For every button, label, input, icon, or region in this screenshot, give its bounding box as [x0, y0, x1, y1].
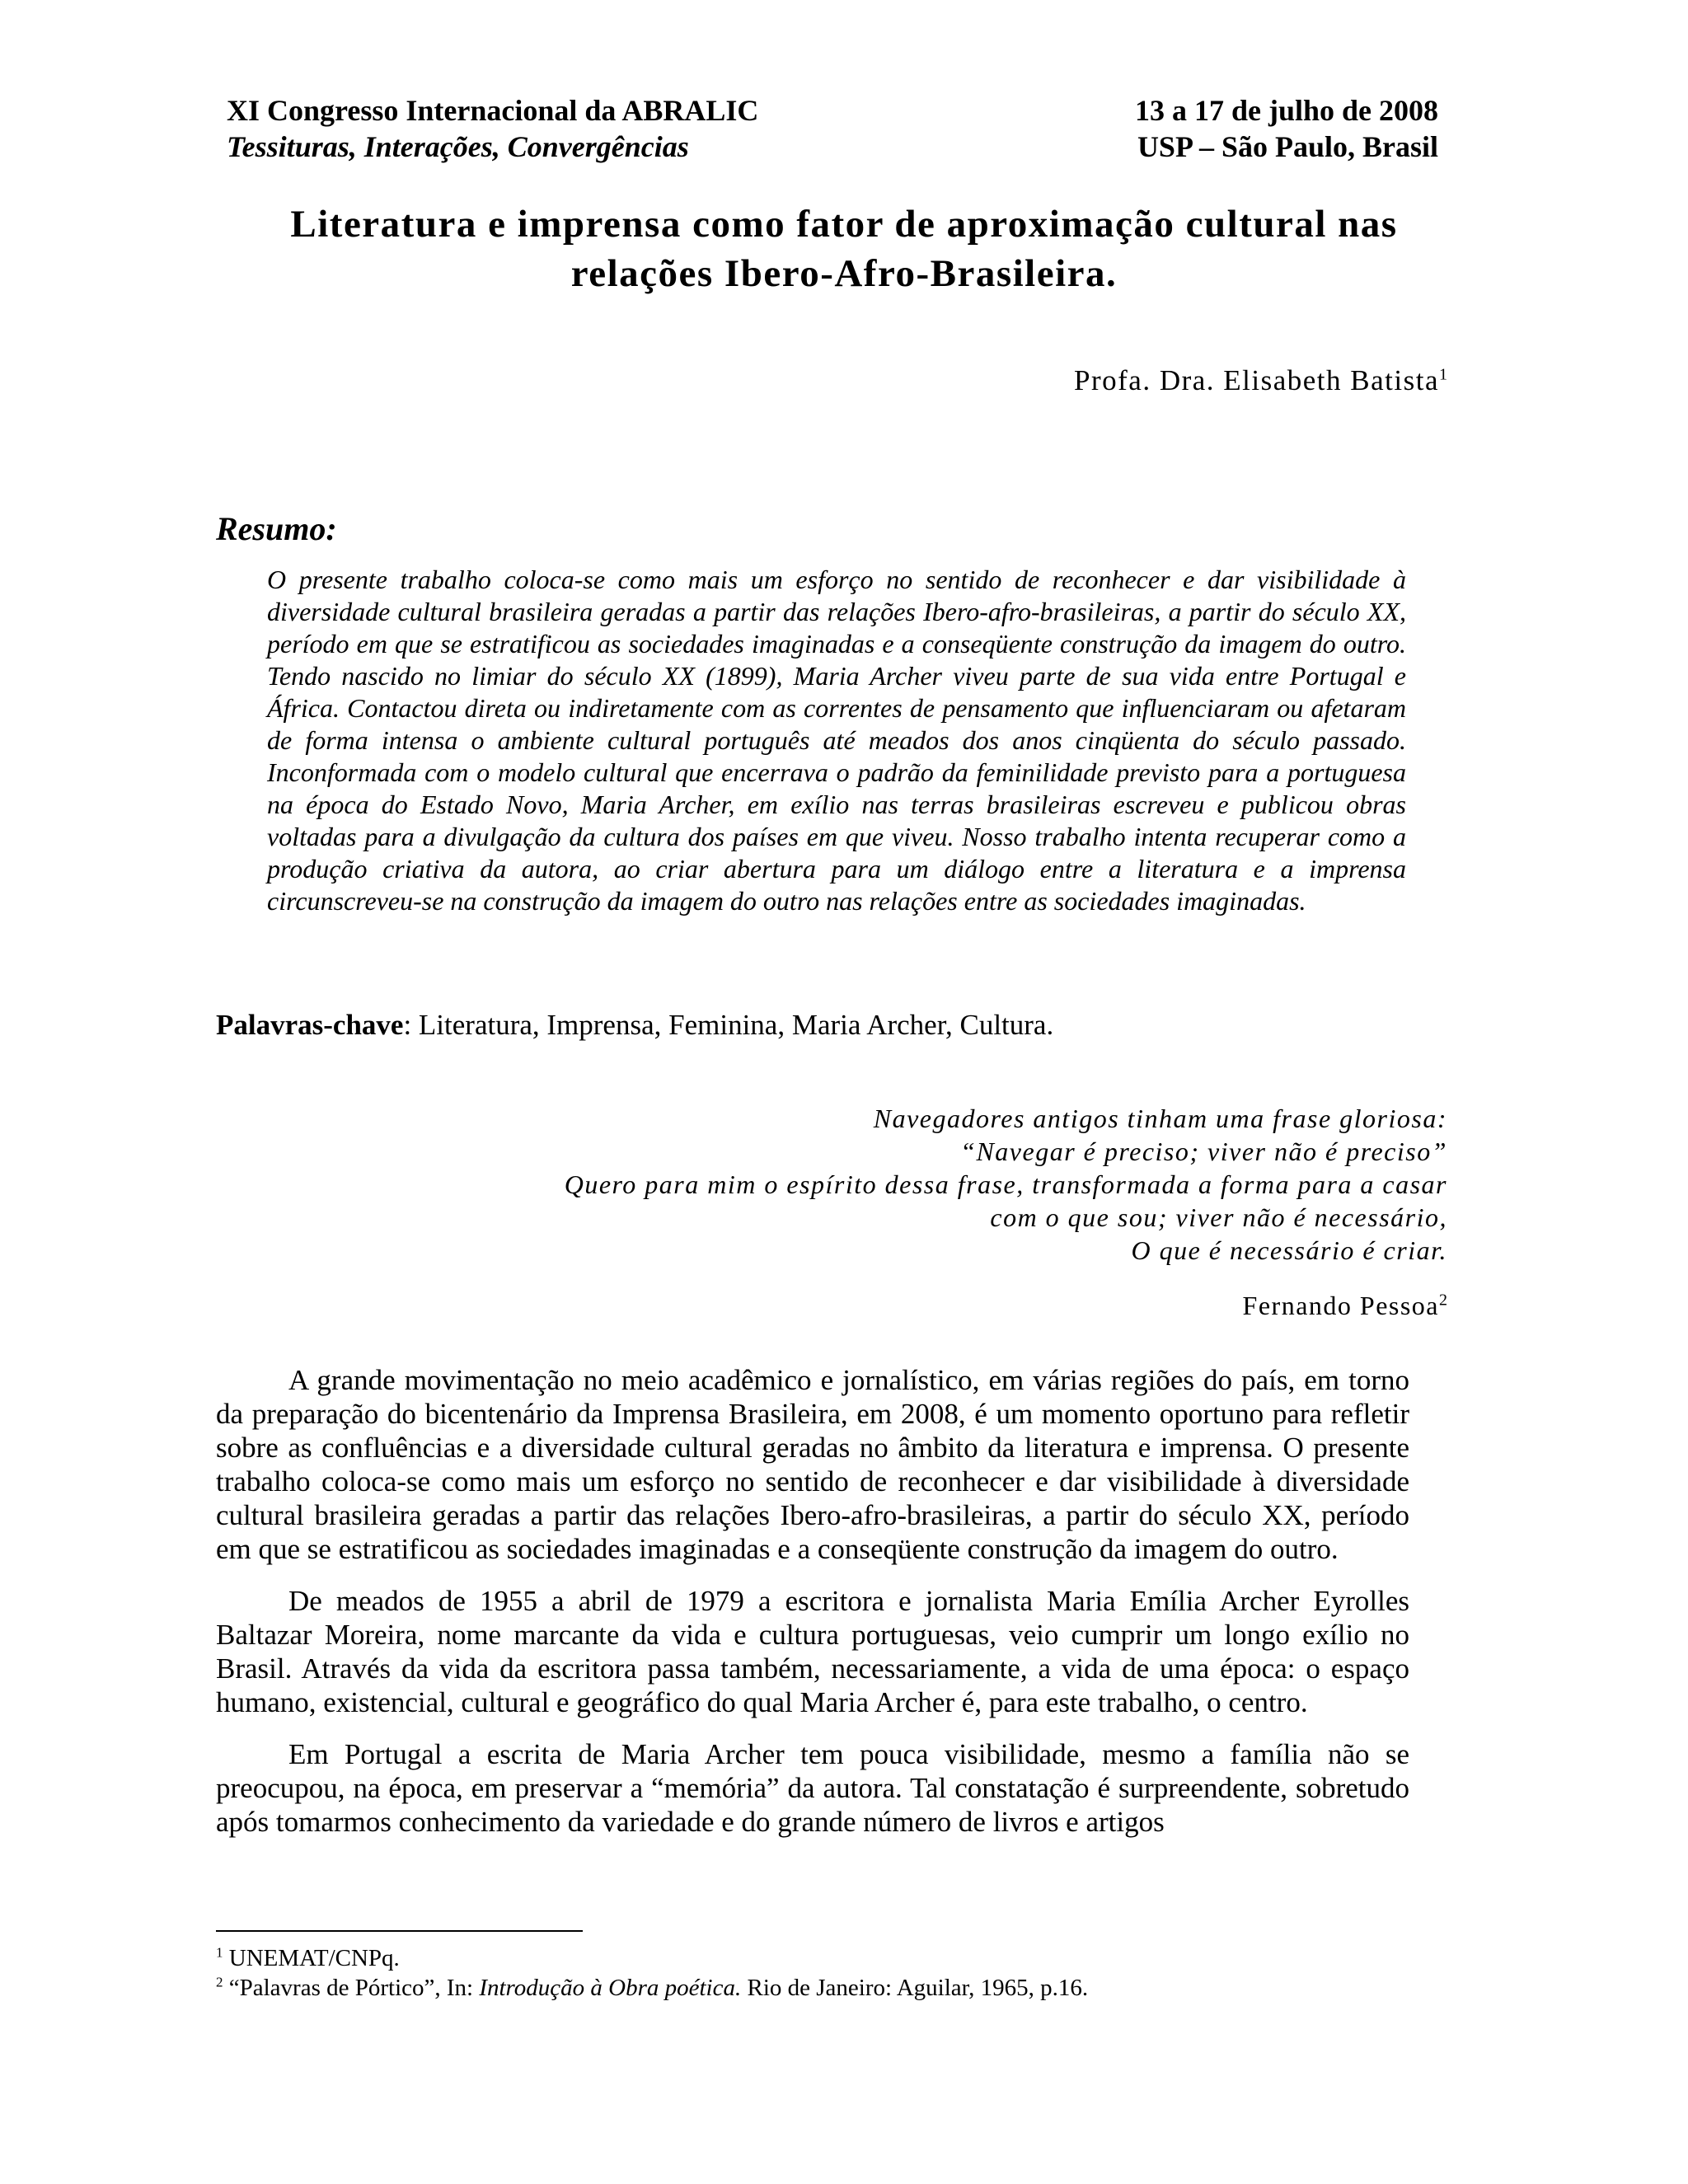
epigraph-line: “Navegar é preciso; viver não é preciso”	[960, 1137, 1447, 1166]
abstract-heading: Resumo:	[216, 510, 337, 547]
conference-location: USP – São Paulo, Brasil	[1137, 130, 1438, 163]
paper-title-line-2: relações Ibero-Afro-Brasileira.	[570, 252, 1118, 295]
epigraph	[376, 1102, 1447, 1267]
footnote-number: 2	[216, 1974, 223, 1990]
epigraph-line: O que é necessário é criar.	[1131, 1235, 1447, 1265]
footnotes	[216, 1943, 1088, 2003]
epigraph-footnote-ref: 2	[1439, 1291, 1447, 1310]
body-paragraph: A grande movimentação no meio acadêmico e jornalístico, em várias regiões do país, em torno da preparação do bicentenário da Imprensa Brasileira, em 2008, é um momento oportuno para refletir sobre as confluências e a diversidade cultural geradas no âmbito da literatura e imprensa. O presente trabalho coloca-se como mais um esforço no sentido de reconhecer e dar visibilidade à diversidade cultural brasileira geradas a partir das relações Ibero-afro-brasileiras, a partir do século XX, período em que se estratificou as sociedades imaginadas e a conseqüente construção da imagem do outro.	[216, 1364, 1409, 1565]
keywords-label: Palavras-chave	[216, 1009, 404, 1041]
abstract-text: O presente trabalho coloca-se como mais um esforço no sentido de reconhecer e dar visibilidade à diversidade cultural brasileira geradas a partir das relações Ibero-afro-brasileiras, a partir do século XX, período em que se estratificou as sociedades imaginadas e a conseqüente construção da imagem do outro. Tendo nascido no limiar do século XX (1899), Maria Archer viveu parte de sua vida entre Portugal e África. Contactou direta ou indiretamente com as correntes de pensamento que influenciaram ou afetaram de forma intensa o ambiente cultural português até meados dos anos cinqüenta do século passado. Inconformada com o modelo cultural que encerrava o padrão da feminilidade previsto para a portuguesa na época do Estado Novo, Maria Archer, em exílio nas terras brasileiras escreveu e publicou obras voltadas para a divulgação da cultura dos países em que viveu. Nosso trabalho intenta recuperar como a produção criativa da autora, ao criar abertura para um diálogo entre a literatura e a imprensa circunscreveu-se na construção da imagem do outro nas relações entre as sociedades imaginadas.	[267, 565, 1406, 916]
body-paragraph: Em Portugal a escrita de Maria Archer tem pouca visibilidade, mesmo a família não se preocupou, na época, em preservar a “memória” da autora. Tal constatação é surpreendente, sobretudo após tomarmos conhecimento da variedade e do grande número de livros e artigos	[216, 1738, 1409, 1838]
conference-subtitle: Tessituras, Interações, Convergências	[227, 130, 689, 163]
author-footnote-ref: 1	[1439, 365, 1447, 384]
paper-title-line-1: Literatura e imprensa como fator de aproximação cultural nas	[290, 203, 1398, 246]
keywords-values: : Literatura, Imprensa, Feminina, Maria Archer, Cultura.	[403, 1009, 1054, 1041]
epigraph-author: Fernando Pessoa	[1242, 1291, 1439, 1320]
footnote-text: “Palavras de Pórtico”, In:	[223, 1975, 480, 2001]
epigraph-line: com o que sou; viver não é necessário,	[990, 1202, 1447, 1232]
author-line	[1074, 364, 1447, 397]
conference-dates: 13 a 17 de julho de 2008	[1134, 94, 1438, 127]
conference-date-location	[1135, 92, 1438, 165]
footnote-text: UNEMAT/CNPq.	[223, 1945, 400, 1971]
paper-title	[216, 199, 1472, 298]
footnote-2	[216, 1973, 1088, 2003]
author-name: Profa. Dra. Elisabeth Batista	[1074, 364, 1439, 396]
keywords-line	[216, 1007, 1053, 1043]
epigraph-line: Quero para mim o espírito dessa frase, transformada a forma para a casar	[564, 1169, 1447, 1199]
footnote-1	[216, 1943, 1088, 1973]
epigraph-attribution	[1243, 1291, 1447, 1321]
conference-header	[227, 92, 758, 165]
body-text	[216, 1363, 1409, 1857]
footnote-divider	[216, 1930, 583, 1932]
epigraph-line: Navegadores antigos tinham uma frase gloriosa:	[873, 1104, 1447, 1133]
body-paragraph: De meados de 1955 a abril de 1979 a escritora e jornalista Maria Emília Archer Eyrolles Baltazar Moreira, nome marcante da vida e cultura portuguesas, veio cumprir um longo exílio no Brasil. Através da vida da escritora passa também, necessariamente, a vida de uma época: o espaço humano, existencial, cultural e geográfico do qual Maria Archer é, para este trabalho, o centro.	[216, 1585, 1409, 1718]
footnote-text: Rio de Janeiro: Aguilar, 1965, p.16.	[741, 1975, 1089, 2001]
footnote-book-title: Introdução à Obra poética.	[479, 1975, 742, 2001]
footnote-number: 1	[216, 1944, 223, 1961]
conference-name: XI Congresso Internacional da ABRALIC	[227, 94, 759, 127]
